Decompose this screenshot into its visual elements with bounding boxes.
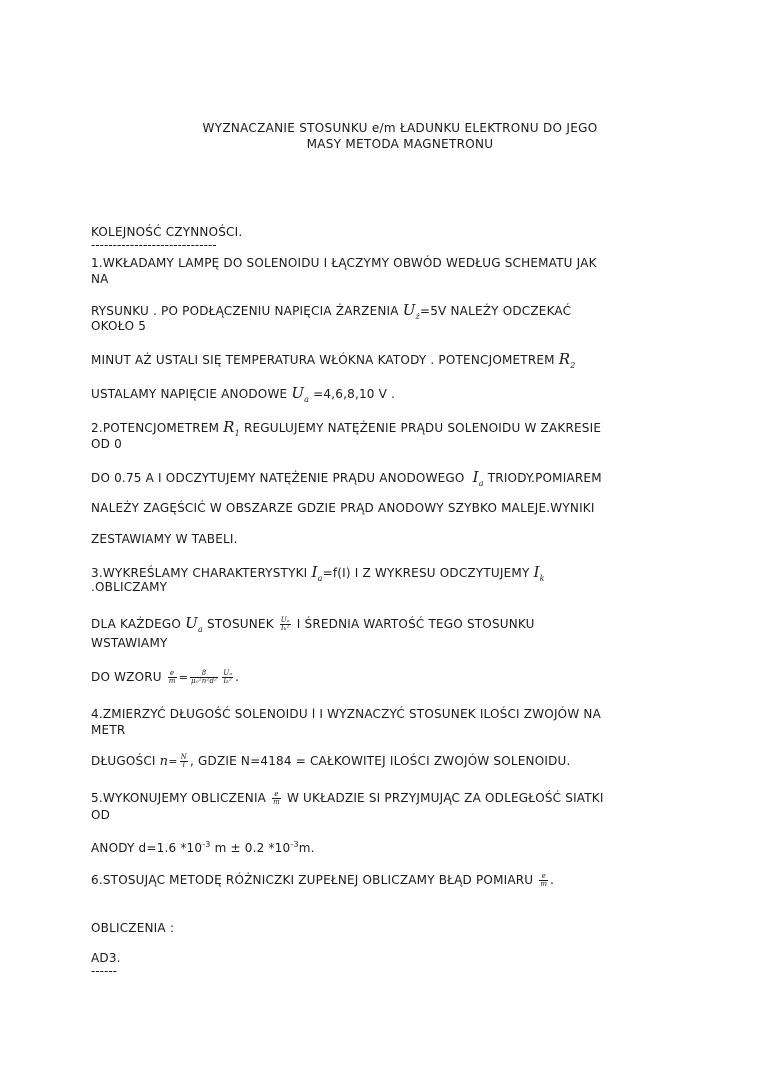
step-1-line-6-tail: =4,6,8,10 V . <box>313 387 396 401</box>
fraction-ua-over-ik2-formula: $\frac{\text{Uₐ}}{\text{Iₖ²}}$ <box>223 669 233 685</box>
symbol-i-a-2: $I_a$ <box>311 563 323 583</box>
fraction-ua-over-ik2: $\frac{\text{Uₐ}}{\text{Iₖ²}}$ <box>280 616 290 632</box>
step-3-line-4: WSTAWIAMY <box>91 636 168 650</box>
step-1-line-6-text: USTALAMY NAPIĘCIE ANODOWE <box>91 387 288 401</box>
ad3-rule: ------ <box>91 964 117 978</box>
symbol-u-a: $U_a$ <box>291 384 310 404</box>
step-3-line-1-mid: =f(I) I Z WYKRESU ODCZYTUJEMY <box>322 566 530 580</box>
step-2-line-3 <box>91 468 671 488</box>
fraction-e-over-m: $\frac{e}{m}$ <box>168 669 176 685</box>
step-3-line-3 <box>91 614 671 634</box>
step-2-line-1 <box>91 418 671 438</box>
calculations-heading: OBLICZENIA : <box>91 921 175 935</box>
symbol-i-k: $I_k$ <box>533 563 545 583</box>
symbol-r2: $R_2$ <box>558 350 576 370</box>
step-5-line-3-tail: m. <box>298 841 315 855</box>
step-5-line-3-mid: m ± 0.2 *10 <box>214 841 291 855</box>
step-6-line-1-text: 6.STOSUJĄC METODĘ RÓŻNICZKI ZUPEŁNEJ OBLICZAMY BŁĄD POMIARU <box>91 873 534 887</box>
step-2-line-1-text: 2.POTENCJOMETREM <box>91 421 220 435</box>
step-5-line-2: OD <box>91 808 111 822</box>
step-2-line-2: OD 0 <box>91 437 122 451</box>
step-4-line-3-tail: , GDZIE N=4184 = CAŁKOWITEJ ILOŚCI ZWOJÓW SOLENOIDU. <box>190 754 571 768</box>
fraction-constant: $\frac{8}{\text{μ₀²n²d²}}$ <box>191 669 218 685</box>
step-3-line-3-text: DLA KAŻDEGO <box>91 617 182 631</box>
step-1-line-1: 1.WKŁADAMY LAMPĘ DO SOLENOIDU I ŁĄCZYMY OBWÓD WEDŁUG SCHEMATU JAK <box>91 256 597 270</box>
symbol-n: n <box>159 754 169 769</box>
step-3-line-3-tail: I ŚREDNIA WARTOŚĆ TEGO STOSUNKU <box>296 617 535 631</box>
symbol-r1: $R_1$ <box>223 418 240 438</box>
symbol-i-a: $I_a$ <box>472 468 484 488</box>
section-heading: KOLEJNOŚĆ CZYNNOŚCI. <box>91 225 243 239</box>
fraction-e-over-m-2: $\frac{e}{m}$ <box>273 790 280 806</box>
step-3-line-2: .OBLICZAMY <box>91 580 168 594</box>
step-3-line-1-text: 3.WYKREŚLAMY CHARAKTERYSTYKI <box>91 566 308 580</box>
step-4-line-1: 4.ZMIERZYĆ DŁUGOŚĆ SOLENOIDU l I WYZNACZYĆ STOSUNEK ILOŚCI ZWOJÓW NA <box>91 707 601 721</box>
step-3-line-5-text: DO WZORU <box>91 670 162 684</box>
document-title-line-1: WYZNACZANIE STOSUNKU e/m ŁADUNKU ELEKTRONU DO JEGO <box>202 121 598 135</box>
step-3-line-3-mid: STOSUNEK <box>206 617 274 631</box>
step-5-line-3-text: ANODY d=1.6 *10 <box>91 841 203 855</box>
step-4-line-2: METR <box>91 723 126 737</box>
step-2-line-5: ZESTAWIAMY W TABELI. <box>91 532 238 546</box>
fraction-n-over-l: $\frac{N}{l}$ <box>180 753 187 769</box>
step-1-line-6 <box>91 384 671 404</box>
step-3-line-5: DO WZORU $\frac{e}{m}$ = $\frac{8}{\text{μ₀²n²d²}}$ $\frac{\text{Uₐ}}{\text{Iₖ²}}$ . <box>91 669 240 685</box>
section-rule: ----------------------------- <box>91 238 217 252</box>
step-2-line-4: NALEŻY ZAGĘŚCIĆ W OBSZARZE GDZIE PRĄD ANODOWY SZYBKO MALEJE.WYNIKI <box>91 501 595 515</box>
step-1-line-2: NA <box>91 272 109 286</box>
step-4-line-3-text: DŁUGOŚCI <box>91 754 156 768</box>
formula-period: . <box>235 670 240 684</box>
step-5-line-1 <box>91 791 671 806</box>
step-1-line-4: OKOŁO 5 <box>91 319 147 333</box>
step-1-line-3-tail: =5V NALEŻY ODCZEKAĆ <box>419 304 572 318</box>
step-2-line-1-tail: REGULUJEMY NATĘŻENIE PRĄDU SOLENOIDU W ZAKRESIE <box>243 421 602 435</box>
step-4-line-3: DŁUGOŚCI n= $\frac{N}{l}$ , GDZIE N=4184 = CAŁKOWITEJ ILOŚCI ZWOJÓW SOLENOIDU. <box>91 753 571 769</box>
step-1-line-3 <box>91 301 671 321</box>
step-5-line-3: ANODY d=1.6 $*10^{-3}$ m ± 0.2 $*10^{-3}m$. <box>91 840 315 855</box>
fraction-e-over-m-3: $\frac{e}{m}$ <box>540 872 548 888</box>
step-5-line-1-tail: W UKŁADZIE SI PRZYJMUJĄC ZA ODLEGŁOŚĆ SIATKI <box>286 791 604 805</box>
symbol-u-a-2: $U_a$ <box>185 614 203 634</box>
step-1-line-3-text: RYSUNKU . PO PODŁĄCZENIU NAPIĘCIA ŻARZENIA <box>91 304 399 318</box>
step-5-line-1-text: 5.WYKONUJEMY OBLICZENIA <box>91 791 267 805</box>
symbol-u-z: $U_ż$ <box>402 301 420 321</box>
step-1-line-5 <box>91 350 671 370</box>
step-6-line-1 <box>91 873 671 888</box>
step-1-line-5-text: MINUT AŻ USTALI SIĘ TEMPERATURA WŁÓKNA KATODY . POTENCJOMETREM <box>91 353 555 367</box>
step-2-line-3-text: DO 0.75 A I ODCZYTUJEMY NATĘŻENIE PRĄDU ANODOWEGO <box>91 471 465 485</box>
document-title-line-2: MASY METODA MAGNETRONU <box>306 137 494 151</box>
ad3-label: AD3. <box>91 951 121 965</box>
step-6-period: . <box>550 873 555 887</box>
step-2-line-3-tail: TRIODY.POMIAREM <box>487 471 602 485</box>
